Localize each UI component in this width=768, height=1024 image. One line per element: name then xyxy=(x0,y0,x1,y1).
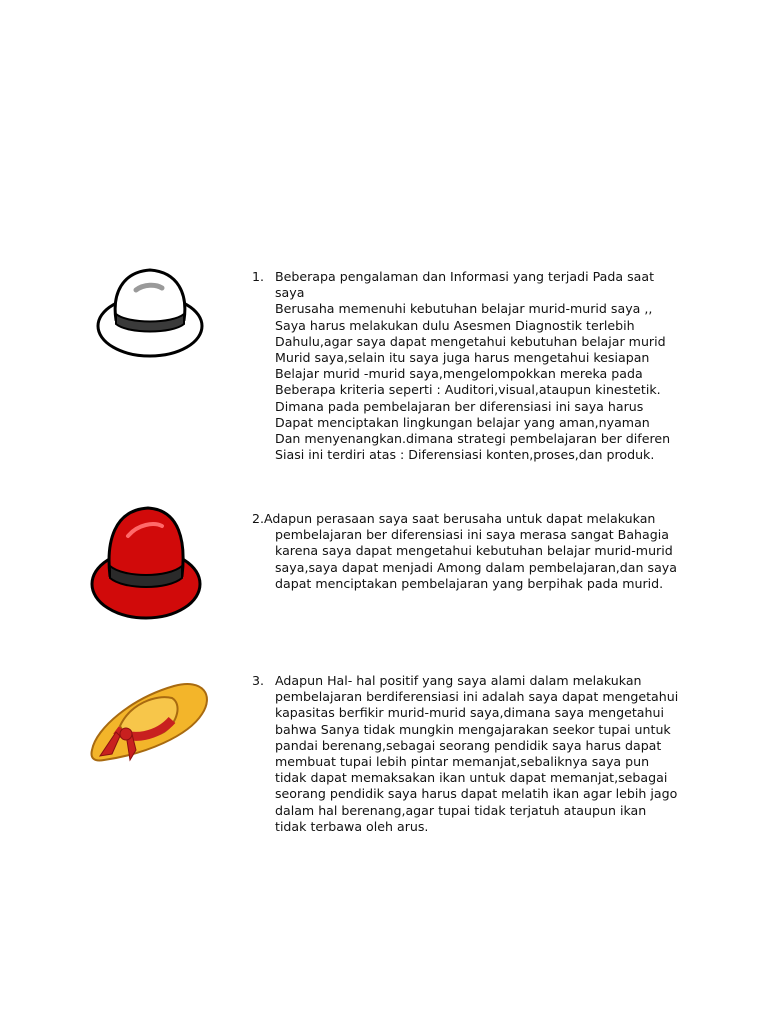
item-line: dalam hal berenang,agar tupai tidak terjatuh ataupun ikan xyxy=(275,802,647,818)
item-line: Siasi ini terdiri atas : Diferensiasi konten,proses,dan produk. xyxy=(275,447,655,463)
item-line: membuat tupai lebih pintar memanjat,sebaliknya saya pun xyxy=(275,754,650,770)
item-line: Beberapa kriteria seperti : Auditori,visual,ataupun kinestetik. xyxy=(275,382,661,398)
item-number: 1. xyxy=(252,269,265,284)
item-line: Dapat menciptakan lingkungan belajar yang aman,nyaman xyxy=(275,414,650,430)
item-line: Dimana pada pembelajaran ber diferensiasi ini saya harus xyxy=(275,398,644,414)
white-hat-icon xyxy=(92,264,208,364)
item-line: pembelajaran ber diferensiasi ini saya merasa sangat Bahagia xyxy=(275,527,669,543)
item-line: Murid saya,selain itu saya juga harus mengetahui kesiapan xyxy=(275,350,650,366)
item-line: Dan menyenangkan.dimana strategi pembelajaran ber diferen xyxy=(275,431,671,447)
item-line: seorang pendidik saya harus dapat melatih ikan agar lebih jago xyxy=(275,786,678,802)
item-line: Adapun Hal- hal positif yang saya alami dalam melakukan xyxy=(275,673,642,688)
item-number: 3. xyxy=(252,673,265,688)
item-line: Berusaha memenuhi kebutuhan belajar murid-murid saya ,, xyxy=(275,301,653,317)
list-item-2 xyxy=(252,511,692,592)
item-line: saya xyxy=(275,285,305,301)
item-line: pandai berenang,sebagai seorang pendidik saya harus dapat xyxy=(275,737,662,753)
item-line: karena saya dapat mengetahui kebutuhan belajar murid-murid xyxy=(275,543,673,559)
item-line: Saya harus melakukan dulu Asesmen Diagnostik terlebih xyxy=(275,317,635,333)
item-line: Dahulu,agar saya dapat mengetahui kebutuhan belajar murid xyxy=(275,333,666,349)
item-line: kapasitas berfikir murid-murid saya,dimana saya mengetahui xyxy=(275,705,664,721)
item-line: pembelajaran berdiferensiasi ini adalah saya dapat mengetahui xyxy=(275,689,679,705)
red-hat-icon xyxy=(88,502,204,624)
list-item-3 xyxy=(252,673,692,835)
item-line: Beberapa pengalaman dan Informasi yang terjadi Pada saat xyxy=(275,269,655,284)
item-line: bahwa Sanya tidak mungkin mengajarakan seekor tupai untuk xyxy=(275,721,671,737)
item-line: saya,saya dapat menjadi Among dalam pembelajaran,dan saya xyxy=(275,559,677,575)
yellow-hat-icon xyxy=(86,676,214,764)
item-line: dapat menciptakan pembelajaran yang berpihak pada murid. xyxy=(275,575,664,591)
item-line: tidak terbawa oleh arus. xyxy=(275,818,429,834)
item-line: tidak dapat memaksakan ikan untuk dapat memanjat,sebagai xyxy=(275,770,668,786)
list-item-1 xyxy=(252,269,692,463)
item-line: Belajar murid -murid saya,mengelompokkan mereka pada xyxy=(275,366,643,382)
item-first-line: 2.Adapun perasaan saya saat berusaha untuk dapat melakukan xyxy=(252,511,656,526)
